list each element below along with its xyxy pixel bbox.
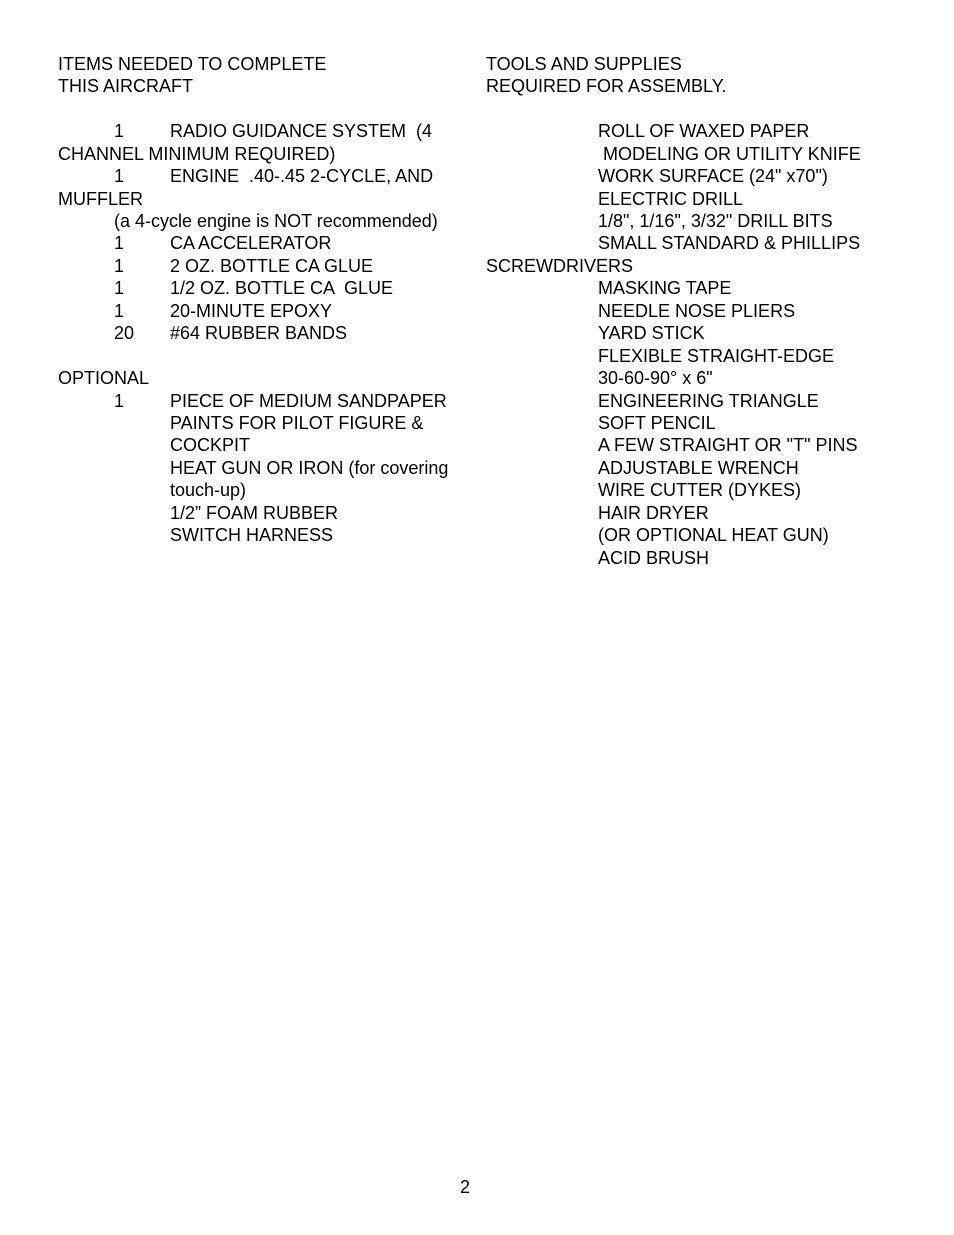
left-heading-line-1: ITEMS NEEDED TO COMPLETE: [58, 54, 327, 74]
tool-item: (OR OPTIONAL HEAT GUN): [598, 525, 829, 545]
tool-item: HAIR DRYER: [598, 503, 709, 523]
tool-item: YARD STICK: [598, 323, 705, 343]
item-text: CA ACCELERATOR: [170, 233, 332, 253]
item-text: ENGINE .40-.45 2-CYCLE, AND: [170, 166, 434, 186]
optional-line: touch-up): [170, 480, 247, 500]
tool-item: 30-60-90° x 6": [598, 368, 713, 388]
item-text-continued: MUFFLER: [58, 189, 143, 209]
tool-item: A FEW STRAIGHT OR "T" PINS: [598, 435, 858, 455]
optional-line: PIECE OF MEDIUM SANDPAPER: [170, 391, 447, 411]
item-qty: 1: [114, 233, 125, 253]
item-qty: 1: [114, 121, 125, 141]
optional-line: 1/2” FOAM RUBBER: [170, 503, 339, 523]
item-text: RADIO GUIDANCE SYSTEM (4: [170, 121, 433, 141]
tool-item: MASKING TAPE: [598, 278, 732, 298]
tool-item-continued: SCREWDRIVERS: [486, 256, 634, 276]
tool-item: MODELING OR UTILITY KNIFE: [598, 144, 861, 164]
right-heading-line-2: REQUIRED FOR ASSEMBLY.: [486, 76, 727, 96]
tool-item: FLEXIBLE STRAIGHT-EDGE: [598, 346, 835, 366]
tool-item: WORK SURFACE (24" x70"): [598, 166, 828, 186]
tool-item: ROLL OF WAXED PAPER: [598, 121, 810, 141]
tool-item: 1/8", 1/16", 3/32" DRILL BITS: [598, 211, 833, 231]
item-text: 2 OZ. BOTTLE CA GLUE: [170, 256, 374, 276]
item-qty: 1: [114, 166, 125, 186]
optional-line: SWITCH HARNESS: [170, 525, 334, 545]
optional-qty: 1: [114, 391, 125, 411]
tool-item: ACID BRUSH: [598, 548, 710, 568]
tool-item: ENGINEERING TRIANGLE: [598, 391, 819, 411]
item-text: 1/2 OZ. BOTTLE CA GLUE: [170, 278, 394, 298]
tool-item: WIRE CUTTER (DYKES): [598, 480, 802, 500]
page-number: 2: [459, 1177, 470, 1197]
item-qty: 20: [114, 323, 135, 343]
item-text-continued: CHANNEL MINIMUM REQUIRED): [58, 144, 336, 164]
tool-item: SMALL STANDARD & PHILLIPS: [598, 233, 861, 253]
optional-line: PAINTS FOR PILOT FIGURE &: [170, 413, 424, 433]
item-note: (a 4-cycle engine is NOT recommended): [114, 211, 438, 231]
tool-item: ADJUSTABLE WRENCH: [598, 458, 799, 478]
optional-line: COCKPIT: [170, 435, 251, 455]
optional-heading: OPTIONAL: [58, 368, 150, 388]
right-heading-line-1: TOOLS AND SUPPLIES: [486, 54, 682, 74]
item-text: #64 RUBBER BANDS: [170, 323, 348, 343]
item-qty: 1: [114, 256, 125, 276]
tool-item: ELECTRIC DRILL: [598, 189, 744, 209]
item-text: 20-MINUTE EPOXY: [170, 301, 333, 321]
left-heading-line-2: THIS AIRCRAFT: [58, 76, 194, 96]
optional-line: HEAT GUN OR IRON (for covering: [170, 458, 449, 478]
item-qty: 1: [114, 301, 125, 321]
item-qty: 1: [114, 278, 125, 298]
tool-item: SOFT PENCIL: [598, 413, 716, 433]
tool-item: NEEDLE NOSE PLIERS: [598, 301, 796, 321]
